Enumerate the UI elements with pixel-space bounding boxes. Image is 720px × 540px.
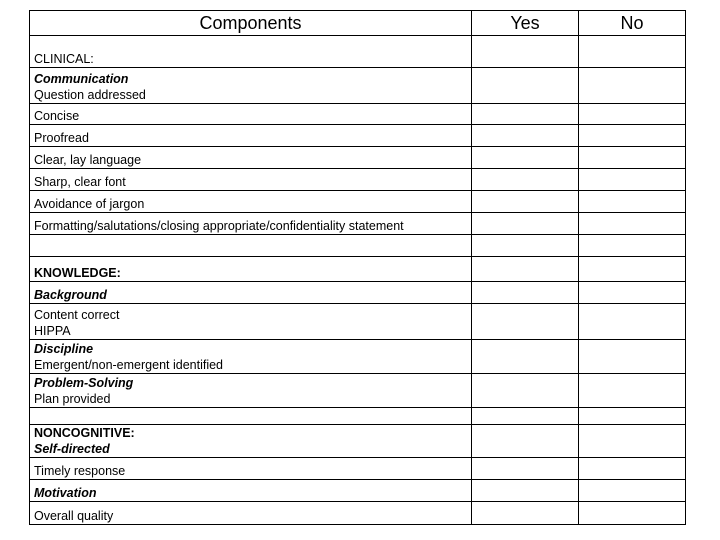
component-cell (30, 36, 472, 68)
table-row (30, 36, 686, 68)
table-row (30, 480, 686, 502)
no-checkbox-cell[interactable] (579, 408, 686, 425)
yes-checkbox-cell[interactable] (472, 374, 579, 408)
criterion-label: Proofread (34, 131, 89, 145)
criterion-label: Clear, lay language (34, 153, 142, 167)
no-checkbox-cell[interactable] (579, 257, 686, 282)
no-checkbox-cell[interactable] (579, 125, 686, 147)
component-cell (30, 257, 472, 282)
header-row (30, 11, 686, 36)
yes-checkbox-cell[interactable] (472, 480, 579, 502)
no-checkbox-cell[interactable] (579, 340, 686, 374)
criterion-label: Emergent/non-emergent identified (34, 358, 224, 372)
section-label: KNOWLEDGE: (34, 266, 121, 280)
table-row (30, 304, 686, 340)
yes-checkbox-cell[interactable] (472, 502, 579, 525)
no-checkbox-cell[interactable] (579, 480, 686, 502)
no-checkbox-cell[interactable] (579, 304, 686, 340)
category-label: Background (34, 288, 107, 302)
component-cell (30, 502, 472, 525)
table-row (30, 104, 686, 125)
no-checkbox-cell[interactable] (579, 104, 686, 125)
component-cell (30, 104, 472, 125)
yes-checkbox-cell[interactable] (472, 458, 579, 480)
yes-checkbox-cell[interactable] (472, 235, 579, 257)
component-cell (30, 125, 472, 147)
no-checkbox-cell[interactable] (579, 213, 686, 235)
yes-checkbox-cell[interactable] (472, 340, 579, 374)
component-cell (30, 282, 472, 304)
criterion-label: Avoidance of jargon (34, 197, 145, 211)
no-checkbox-cell[interactable] (579, 282, 686, 304)
no-checkbox-cell[interactable] (579, 68, 686, 104)
yes-checkbox-cell[interactable] (472, 125, 579, 147)
no-checkbox-cell[interactable] (579, 502, 686, 525)
criterion-label: Timely response (34, 464, 126, 478)
criterion-label: Plan provided (34, 392, 111, 406)
table-row (30, 408, 686, 425)
category-label: Problem-Solving (34, 376, 134, 390)
component-cell (30, 458, 472, 480)
component-cell (30, 191, 472, 213)
criterion-label: Sharp, clear font (34, 175, 126, 189)
components-header: Components (30, 11, 472, 36)
no-checkbox-cell[interactable] (579, 235, 686, 257)
yes-checkbox-cell[interactable] (472, 147, 579, 169)
yes-checkbox-cell[interactable] (472, 68, 579, 104)
component-cell (30, 147, 472, 169)
table-row (30, 125, 686, 147)
yes-checkbox-cell[interactable] (472, 169, 579, 191)
component-cell (30, 480, 472, 502)
table-row (30, 68, 686, 104)
section-label: CLINICAL: (34, 52, 94, 66)
no-checkbox-cell[interactable] (579, 191, 686, 213)
no-checkbox-cell[interactable] (579, 374, 686, 408)
table-row (30, 147, 686, 169)
yes-checkbox-cell[interactable] (472, 304, 579, 340)
criterion-label: Overall quality (34, 509, 114, 523)
yes-checkbox-cell[interactable] (472, 36, 579, 68)
criterion-label: Formatting/salutations/closing appropriate/confidentiality statement (34, 219, 404, 233)
rubric-body (30, 36, 686, 525)
component-cell (30, 340, 472, 374)
table-row (30, 502, 686, 525)
component-cell (30, 169, 472, 191)
yes-checkbox-cell[interactable] (472, 191, 579, 213)
table-row (30, 374, 686, 408)
yes-checkbox-cell[interactable] (472, 408, 579, 425)
table-row (30, 458, 686, 480)
no-checkbox-cell[interactable] (579, 36, 686, 68)
component-cell (30, 235, 472, 257)
table-row (30, 425, 686, 458)
component-cell (30, 304, 472, 340)
component-cell (30, 374, 472, 408)
no-checkbox-cell[interactable] (579, 147, 686, 169)
criterion-label: Concise (34, 109, 80, 123)
component-cell (30, 68, 472, 104)
yes-checkbox-cell[interactable] (472, 104, 579, 125)
category-label: Discipline (34, 342, 94, 356)
table-row (30, 282, 686, 304)
no-checkbox-cell[interactable] (579, 458, 686, 480)
table-row (30, 257, 686, 282)
component-cell (30, 425, 472, 458)
component-cell (30, 408, 472, 425)
section-label: NONCOGNITIVE: (34, 426, 135, 440)
yes-checkbox-cell[interactable] (472, 213, 579, 235)
component-cell (30, 213, 472, 235)
no-header: No (579, 11, 686, 36)
table-row (30, 235, 686, 257)
table-row (30, 340, 686, 374)
no-checkbox-cell[interactable] (579, 169, 686, 191)
yes-checkbox-cell[interactable] (472, 282, 579, 304)
criterion-label: HIPPA (34, 324, 71, 338)
category-label: Communication (34, 72, 129, 86)
yes-checkbox-cell[interactable] (472, 425, 579, 458)
table-row (30, 191, 686, 213)
table-row (30, 213, 686, 235)
no-checkbox-cell[interactable] (579, 425, 686, 458)
category-label: Motivation (34, 486, 97, 500)
category-label: Self-directed (34, 442, 110, 456)
yes-checkbox-cell[interactable] (472, 257, 579, 282)
evaluation-rubric-table (29, 10, 686, 525)
yes-header: Yes (472, 11, 579, 36)
criterion-label: Content correct (34, 308, 120, 322)
criterion-label: Question addressed (34, 88, 146, 102)
table-row (30, 169, 686, 191)
